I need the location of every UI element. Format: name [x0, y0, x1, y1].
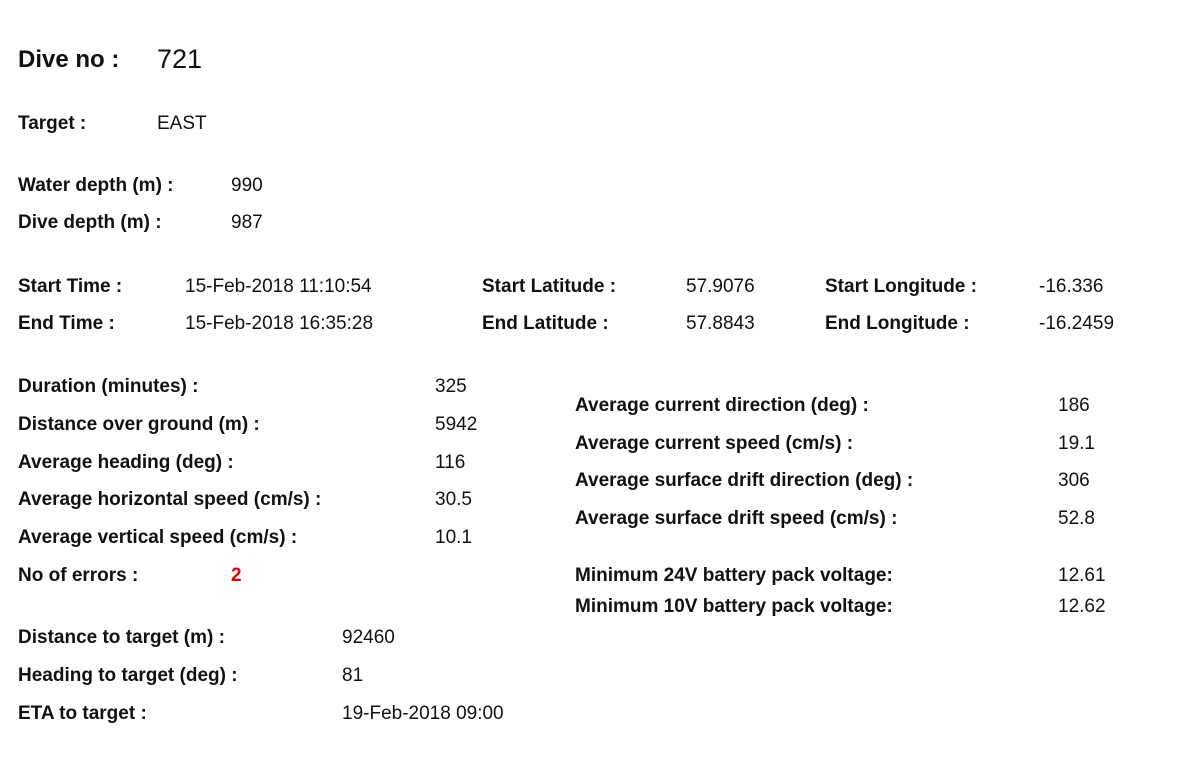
distance-to-target-value: 92460: [342, 627, 395, 648]
battery-10v-label: Minimum 10V battery pack voltage:: [575, 596, 893, 617]
water-depth-label: Water depth (m) :: [18, 175, 174, 196]
current-direction-label: Average current direction (deg) :: [575, 395, 869, 416]
heading-to-target-label: Heading to target (deg) :: [18, 665, 238, 686]
battery-24v-label: Minimum 24V battery pack voltage:: [575, 565, 893, 586]
target-label: Target :: [18, 113, 87, 134]
current-direction-value: 186: [1058, 395, 1090, 416]
average-horizontal-speed-label: Average horizontal speed (cm/s) :: [18, 489, 322, 510]
start-longitude-value: -16.336: [1039, 276, 1104, 297]
errors-label: No of errors :: [18, 565, 139, 586]
eta-to-target-value: 19-Feb-2018 09:00: [342, 703, 504, 724]
dive-number-label: Dive no :: [18, 46, 120, 73]
eta-to-target-label: ETA to target :: [18, 703, 147, 724]
surface-drift-speed-label: Average surface drift speed (cm/s) :: [575, 508, 898, 529]
end-longitude-label: End Longitude :: [825, 313, 970, 334]
end-time-value: 15-Feb-2018 16:35:28: [185, 313, 374, 334]
average-vertical-speed-label: Average vertical speed (cm/s) :: [18, 527, 298, 548]
battery-10v-value: 12.62: [1058, 596, 1106, 617]
average-heading-label: Average heading (deg) :: [18, 452, 234, 473]
dive-number-value: 721: [157, 44, 203, 74]
end-latitude-value: 57.8843: [686, 313, 755, 334]
start-time-value: 15-Feb-2018 11:10:54: [185, 276, 372, 297]
average-heading-value: 116: [435, 452, 466, 473]
start-latitude-value: 57.9076: [686, 276, 755, 297]
water-depth-value: 990: [231, 175, 263, 196]
end-longitude-value: -16.2459: [1039, 313, 1115, 334]
start-time-label: Start Time :: [18, 276, 123, 297]
current-speed-label: Average current speed (cm/s) :: [575, 433, 854, 454]
duration-value: 325: [435, 376, 467, 397]
surface-drift-speed-value: 52.8: [1058, 508, 1095, 529]
battery-24v-value: 12.61: [1058, 565, 1106, 586]
dive-depth-label: Dive depth (m) :: [18, 212, 162, 233]
dive-depth-value: 987: [231, 212, 263, 233]
target-value: EAST: [157, 113, 207, 134]
surface-drift-direction-label: Average surface drift direction (deg) :: [575, 470, 914, 491]
errors-count: 2: [231, 565, 242, 586]
duration-label: Duration (minutes) :: [18, 376, 199, 397]
distance-over-ground-label: Distance over ground (m) :: [18, 414, 260, 435]
current-speed-value: 19.1: [1058, 433, 1095, 454]
heading-to-target-value: 81: [342, 665, 364, 686]
start-longitude-label: Start Longitude :: [825, 276, 977, 297]
distance-to-target-label: Distance to target (m) :: [18, 627, 225, 648]
end-time-label: End Time :: [18, 313, 115, 334]
average-horizontal-speed-value: 30.5: [435, 489, 472, 510]
surface-drift-direction-value: 306: [1058, 470, 1090, 491]
end-latitude-label: End Latitude :: [482, 313, 609, 334]
average-vertical-speed-value: 10.1: [435, 527, 472, 548]
start-latitude-label: Start Latitude :: [482, 276, 617, 297]
distance-over-ground-value: 5942: [435, 414, 478, 435]
